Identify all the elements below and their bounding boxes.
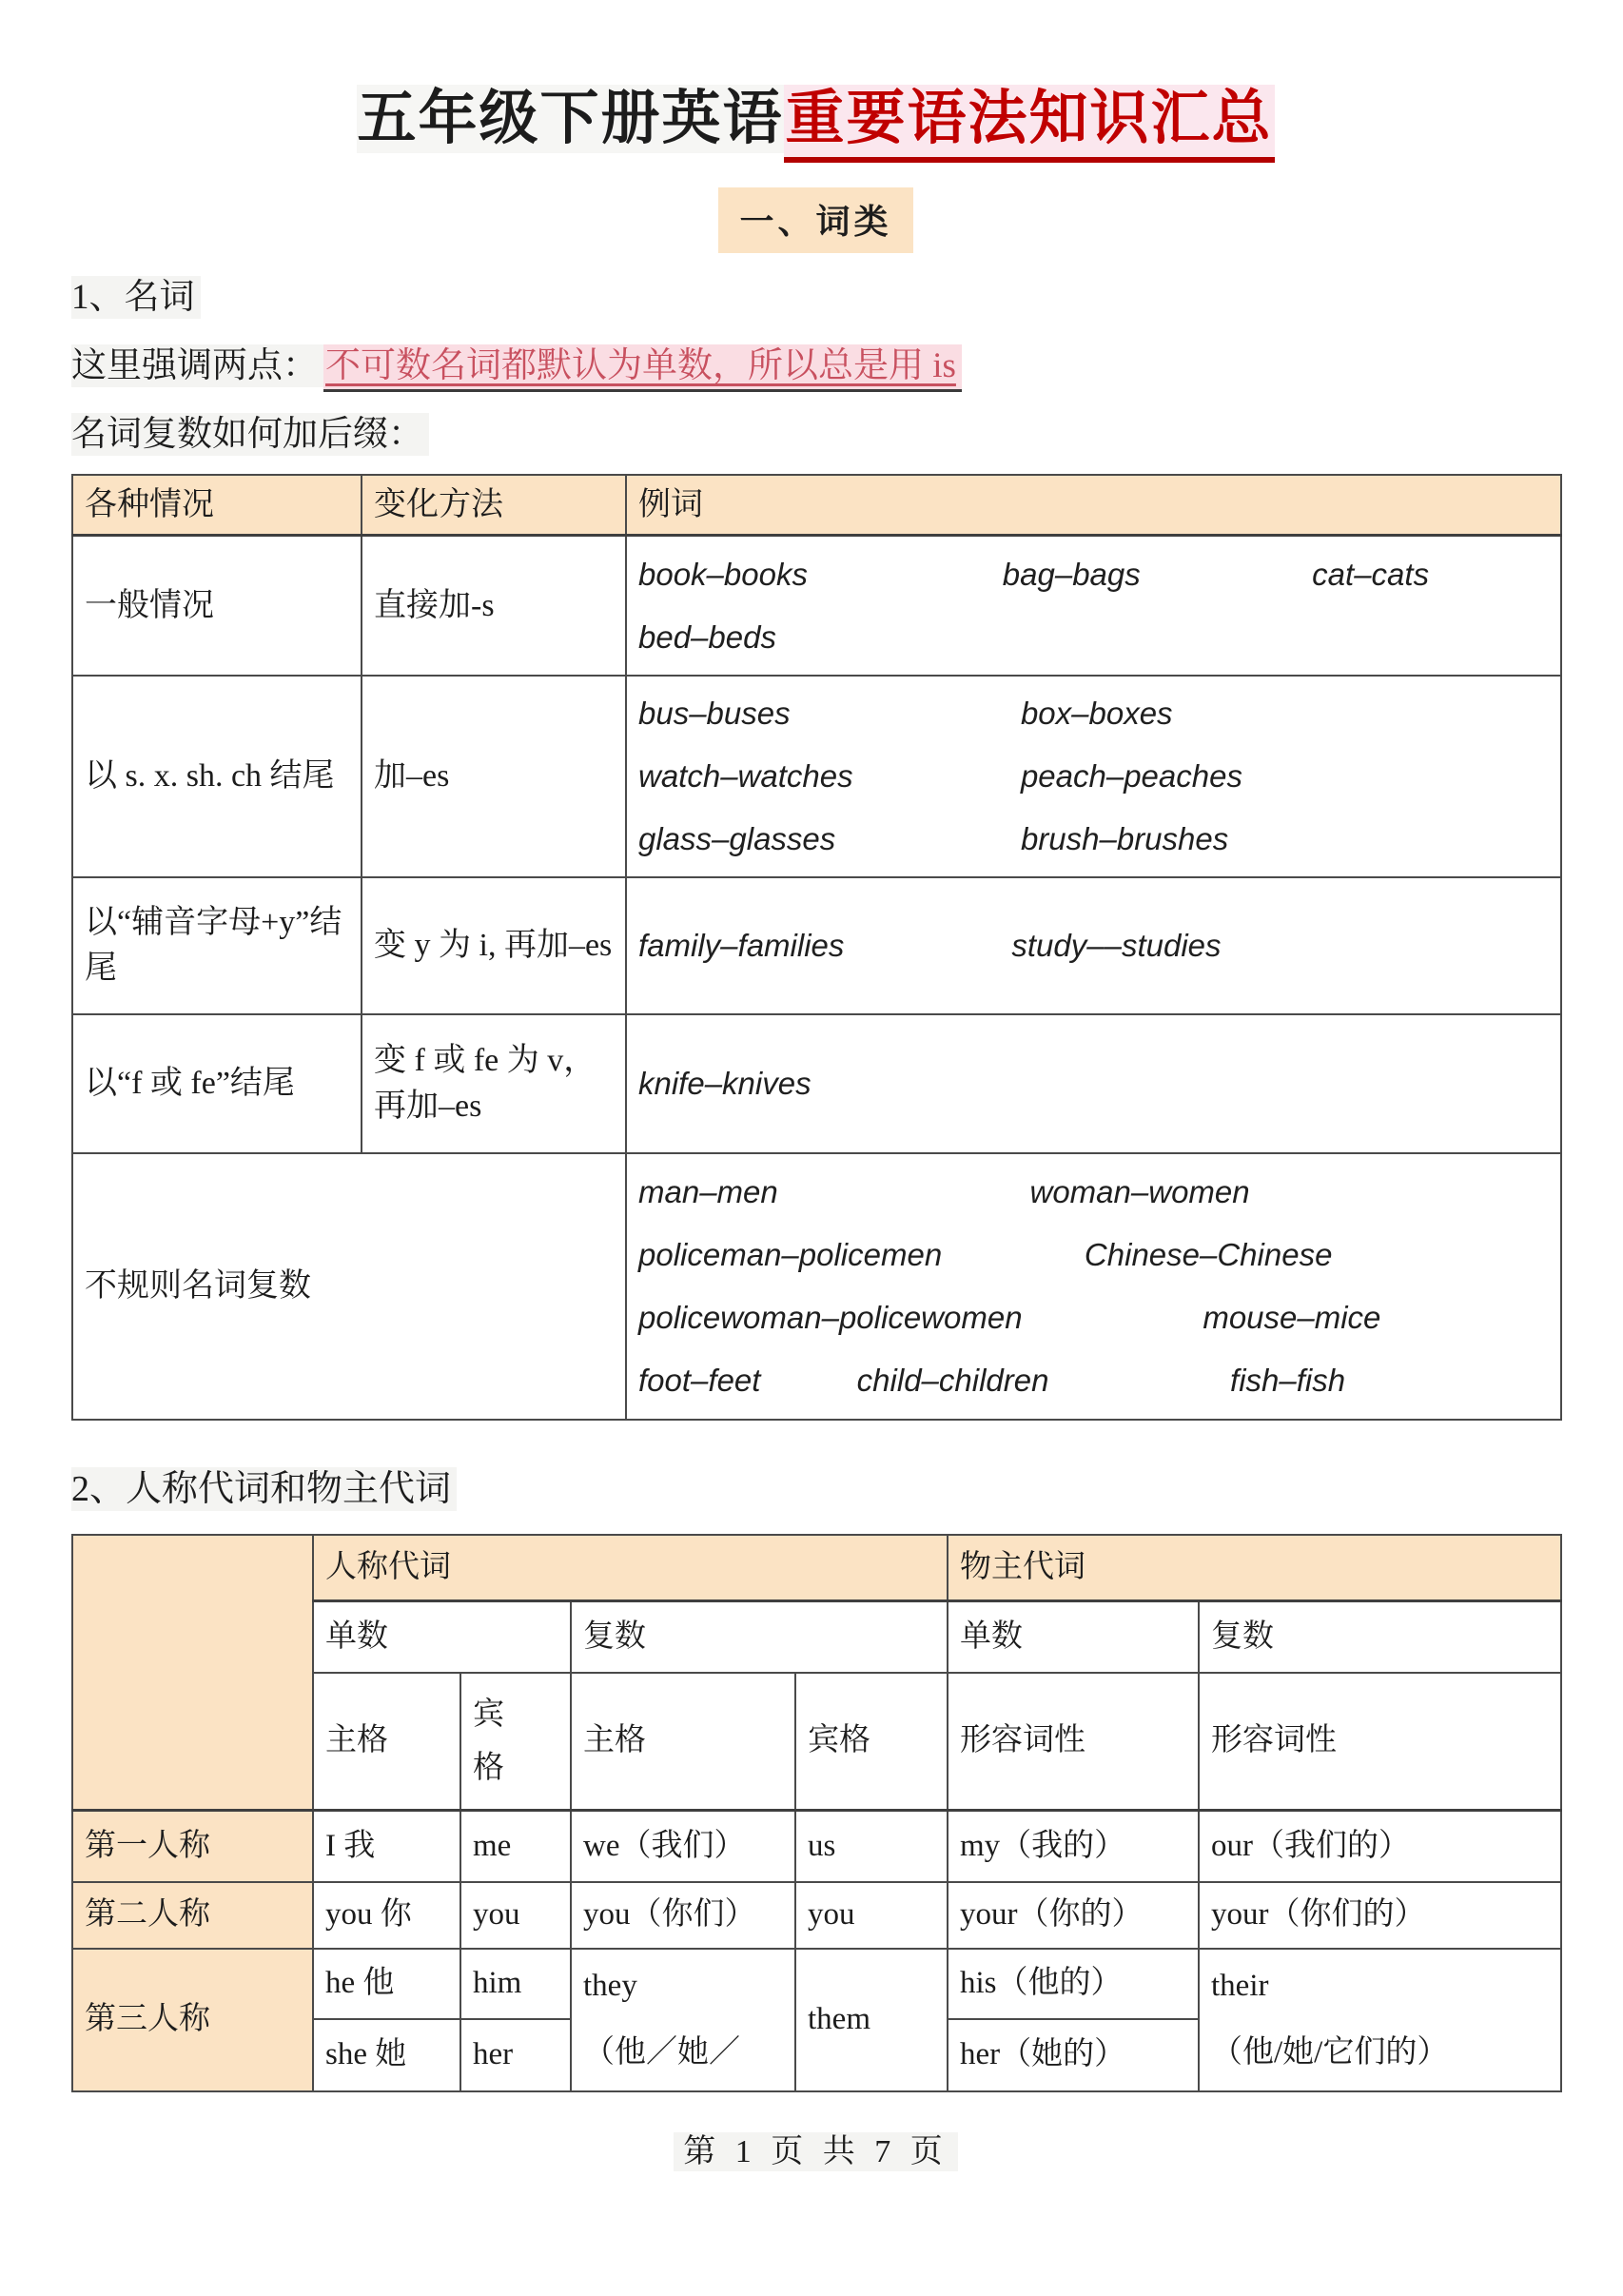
pronoun-cell: you <box>795 1882 948 1949</box>
case-header-subject-singular: 主格 <box>313 1673 460 1811</box>
example-line <box>638 682 1549 745</box>
pronoun-cell: she 她 <box>313 2019 460 2091</box>
example-item: study––studies <box>1011 927 1222 963</box>
example-item: brush–brushes <box>1020 820 1229 856</box>
method-cell: 加–es <box>362 676 626 877</box>
example-item: glass–glasses <box>638 820 836 856</box>
case-header-object-plural: 宾格 <box>795 1673 948 1811</box>
table-row <box>72 536 1561 676</box>
pronoun-row-first-person <box>72 1811 1561 1882</box>
page-title <box>71 70 1560 155</box>
example-item: Chinese–Chinese <box>1084 1236 1333 1272</box>
example-item: bag–bags <box>1002 556 1141 592</box>
plural-table-header-row <box>72 475 1561 536</box>
row-label-first-person: 第一人称 <box>72 1811 313 1882</box>
example-item: man–men <box>638 1173 778 1209</box>
examples-cell <box>626 1153 1561 1420</box>
case-cell: 以 s. x. sh. ch 结尾 <box>72 676 362 877</box>
example-line <box>638 808 1549 871</box>
page-footer-row <box>71 2125 1560 2171</box>
example-line <box>638 606 1549 669</box>
pronoun-cell: her（她的） <box>948 2019 1199 2091</box>
group-header-possessive: 物主代词 <box>948 1535 1561 1601</box>
pronoun-cell: you 你 <box>313 1882 460 1949</box>
number-header-plural-personal: 复数 <box>571 1601 948 1673</box>
example-line <box>638 543 1549 606</box>
pronoun-cell-their: their （他/她/它们的） <box>1199 1949 1561 2091</box>
plural-intro-line <box>71 411 1560 459</box>
examples-cell <box>626 877 1561 1014</box>
noun-heading-line <box>71 274 1560 322</box>
example-item: mouse–mice <box>1203 1299 1381 1335</box>
pronoun-cell: you <box>460 1882 571 1949</box>
header-cell-method: 变化方法 <box>362 475 626 536</box>
emphasis-line <box>71 343 1560 390</box>
table-row <box>72 676 1561 877</box>
case-header-subject-plural: 主格 <box>571 1673 795 1811</box>
pronoun-header-row-groups <box>72 1535 1561 1601</box>
pronoun-heading: 2、人称代词和物主代词 <box>71 1467 457 1511</box>
pronoun-cell: my（我的） <box>948 1811 1199 1882</box>
page-title-red-highlight: 重要语法知识汇总 <box>784 85 1275 163</box>
example-line <box>638 1161 1549 1224</box>
example-line <box>638 745 1549 808</box>
pronoun-cell: he 他 <box>313 1949 460 2019</box>
plural-table <box>71 474 1562 1421</box>
table-row <box>72 877 1561 1014</box>
example-line <box>638 1052 1549 1115</box>
noun-heading: 1、名词 <box>71 276 201 319</box>
example-line <box>638 1286 1549 1349</box>
pronoun-cell: her <box>460 2019 571 2091</box>
example-item: bus–buses <box>638 695 791 731</box>
pronoun-cell-them: them <box>795 1949 948 2091</box>
case-cell: 一般情况 <box>72 536 362 676</box>
number-header-plural-possessive: 复数 <box>1199 1601 1561 1673</box>
example-line <box>638 1224 1549 1286</box>
example-line <box>638 1349 1549 1412</box>
example-item: cat–cats <box>1312 556 1430 592</box>
pronoun-heading-line <box>71 1459 1560 1511</box>
example-item: watch–watches <box>638 757 853 794</box>
example-item: policeman–policemen <box>638 1236 943 1272</box>
page-number: 第 1 页 共 7 页 <box>674 2132 958 2171</box>
pronoun-row-third-person-top <box>72 1949 1561 2019</box>
pronoun-cell: you（你们） <box>571 1882 795 1949</box>
example-item: woman–women <box>1029 1173 1250 1209</box>
row-label-third-person: 第三人称 <box>72 1949 313 2091</box>
example-item: bed–beds <box>638 618 776 655</box>
row-label-second-person: 第二人称 <box>72 1882 313 1949</box>
pronoun-cell-they: they （他／她／ <box>571 1949 795 2091</box>
case-header-adjectival-plural: 形容词性 <box>1199 1673 1561 1811</box>
case-header-object-singular: 宾格 <box>460 1673 571 1811</box>
examples-cell <box>626 676 1561 877</box>
table-row <box>72 1153 1561 1420</box>
corner-cell <box>72 1535 313 1811</box>
number-header-singular-possessive: 单数 <box>948 1601 1199 1673</box>
page-title-black: 五年级下册英语 <box>357 87 784 151</box>
example-item: book–books <box>638 556 808 592</box>
example-item: child–children <box>856 1362 1049 1398</box>
method-cell: 直接加-s <box>362 536 626 676</box>
example-item: family–families <box>638 927 845 963</box>
pronoun-cell: me <box>460 1811 571 1882</box>
group-header-personal: 人称代词 <box>313 1535 948 1601</box>
example-item: box–boxes <box>1020 695 1173 731</box>
red-emphasis: 不可数名词都默认为单数，所以总是用 is <box>323 344 962 392</box>
example-item: policewoman–policewomen <box>638 1299 1023 1335</box>
method-cell: 变 y 为 i, 再加–es <box>362 877 626 1014</box>
case-cell: 以“辅音字母+y”结尾 <box>72 877 362 1014</box>
example-item: foot–feet <box>638 1362 761 1398</box>
case-header-adjectival-singular: 形容词性 <box>948 1673 1199 1811</box>
pronoun-row-second-person <box>72 1882 1561 1949</box>
case-cell: 以“f 或 fe”结尾 <box>72 1014 362 1153</box>
plural-intro: 名词复数如何加后缀： <box>71 413 429 456</box>
table-row <box>72 1014 1561 1153</box>
header-cell-examples: 例词 <box>626 475 1561 536</box>
example-item: knife–knives <box>638 1065 812 1101</box>
section-badge-row <box>71 187 1560 253</box>
section-badge: 一、词类 <box>718 187 912 253</box>
example-item: fish–fish <box>1230 1362 1346 1398</box>
number-header-singular-personal: 单数 <box>313 1601 571 1673</box>
emphasis-prefix: 这里强调两点： <box>71 344 323 387</box>
method-cell: 变 f 或 fe 为 v，再加–es <box>362 1014 626 1153</box>
example-line <box>638 914 1549 977</box>
pronoun-cell: us <box>795 1811 948 1882</box>
example-item: peach–peaches <box>1020 757 1242 794</box>
pronoun-cell: your（你们的） <box>1199 1882 1561 1949</box>
pronoun-cell: your（你的） <box>948 1882 1199 1949</box>
case-cell-irregular: 不规则名词复数 <box>72 1153 626 1420</box>
pronoun-cell: we（我们） <box>571 1811 795 1882</box>
pronoun-cell: him <box>460 1949 571 2019</box>
pronoun-cell: our（我们的） <box>1199 1811 1561 1882</box>
header-cell-case: 各种情况 <box>72 475 362 536</box>
pronoun-cell: I 我 <box>313 1811 460 1882</box>
examples-cell <box>626 1014 1561 1153</box>
pronoun-table <box>71 1534 1562 2092</box>
pronoun-cell: his（他的） <box>948 1949 1199 2019</box>
examples-cell <box>626 536 1561 676</box>
